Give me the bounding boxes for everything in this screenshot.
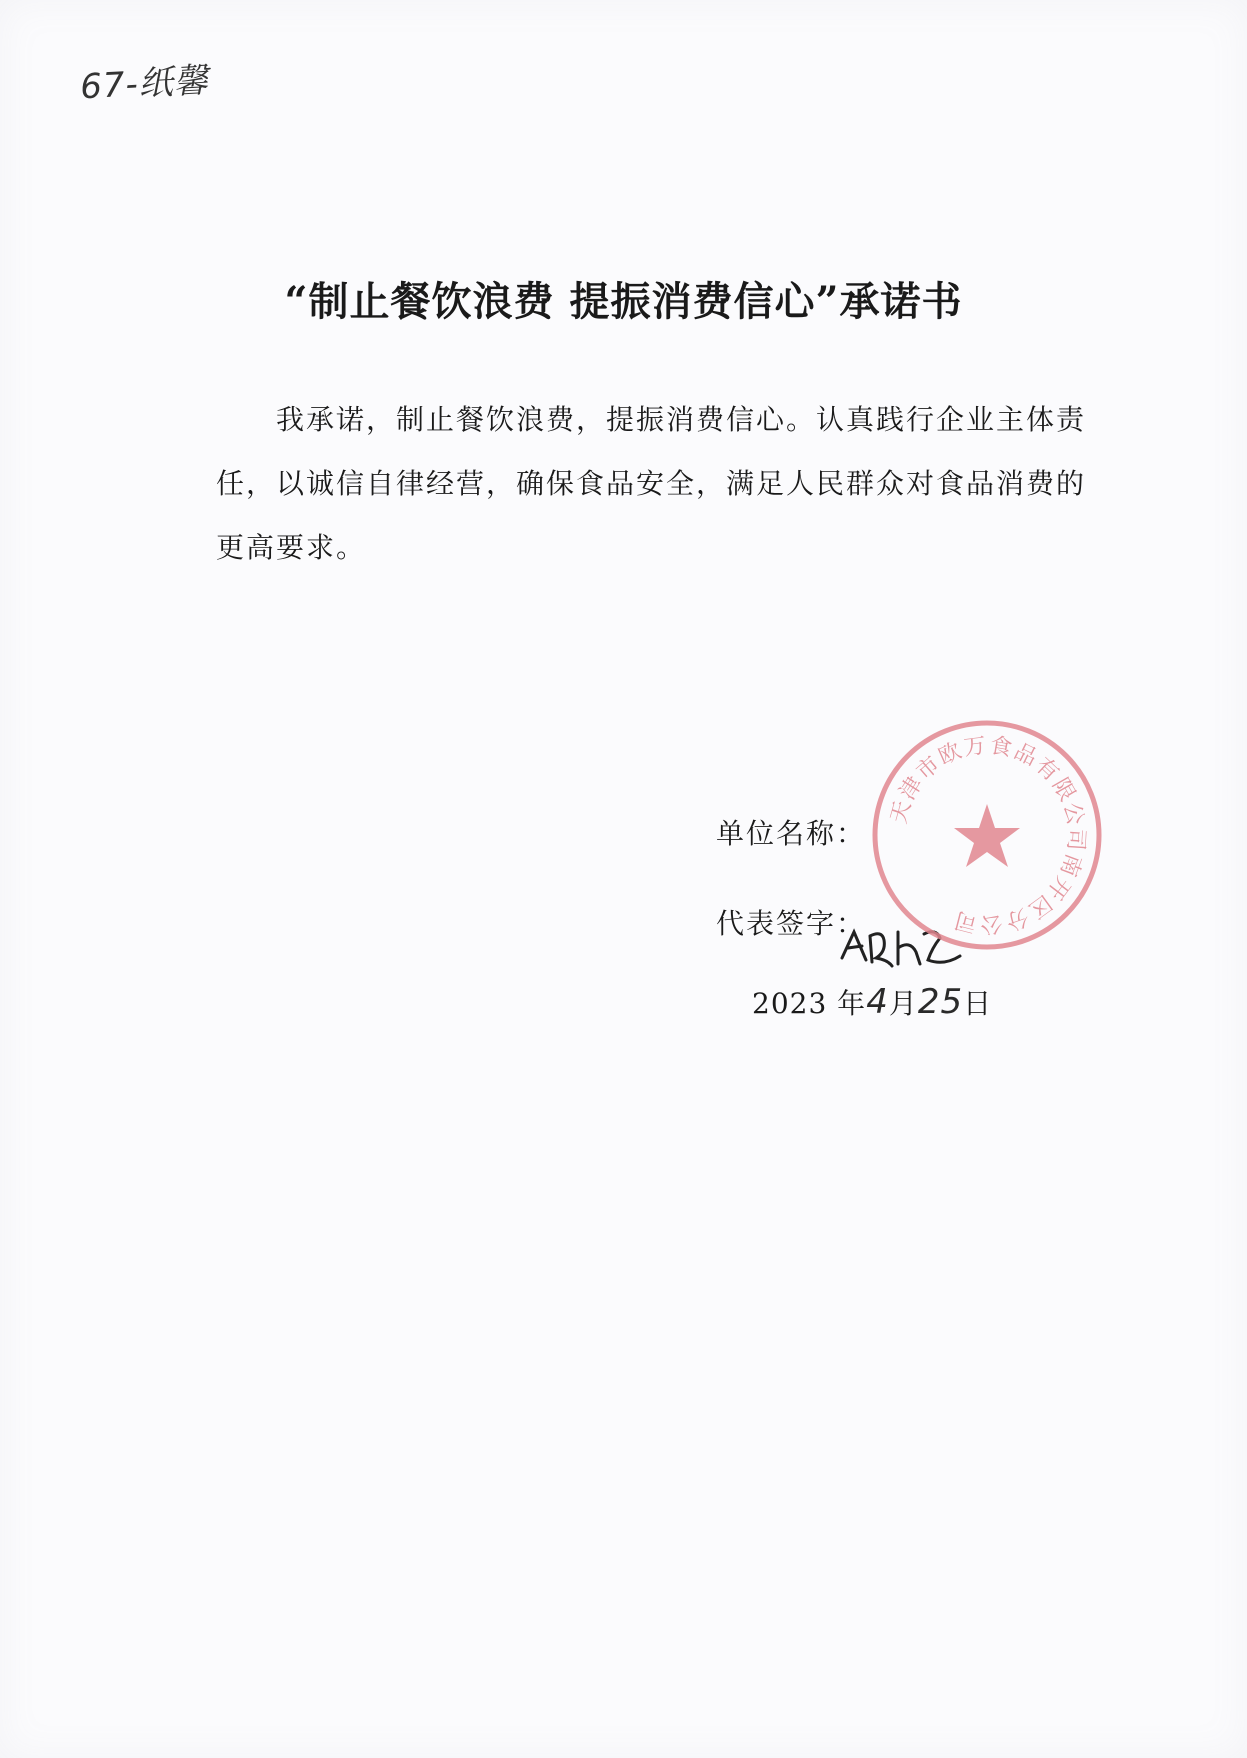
seal-text: 天津市欧万食品有限公司南开区分公司 [886, 733, 1089, 937]
date-month: 4 [866, 982, 889, 1022]
seal-star-icon [954, 804, 1020, 867]
date-year: 2023 [752, 987, 828, 1020]
date-year-char: 年 [837, 987, 867, 1020]
date-month-char: 月 [888, 987, 918, 1020]
date-day-char: 日 [963, 987, 993, 1020]
pledge-body-text: 我承诺，制止餐饮浪费，提振消费信心。认真践行企业主体责任，以诚信自律经营，确保食品安全，满足人民群众对食品消费的更高要求。 [216, 403, 1087, 564]
signing-date [752, 982, 992, 1022]
company-seal [868, 716, 1106, 954]
date-day: 25 [917, 982, 964, 1022]
unit-name-label: 单位名称： [716, 817, 867, 850]
representative-signature-label: 代表签字： [716, 907, 867, 940]
document-title: “制止餐饮浪费 提振消费信心”承诺书 [284, 278, 963, 325]
handwritten-note: 67-纸馨 [79, 60, 210, 108]
